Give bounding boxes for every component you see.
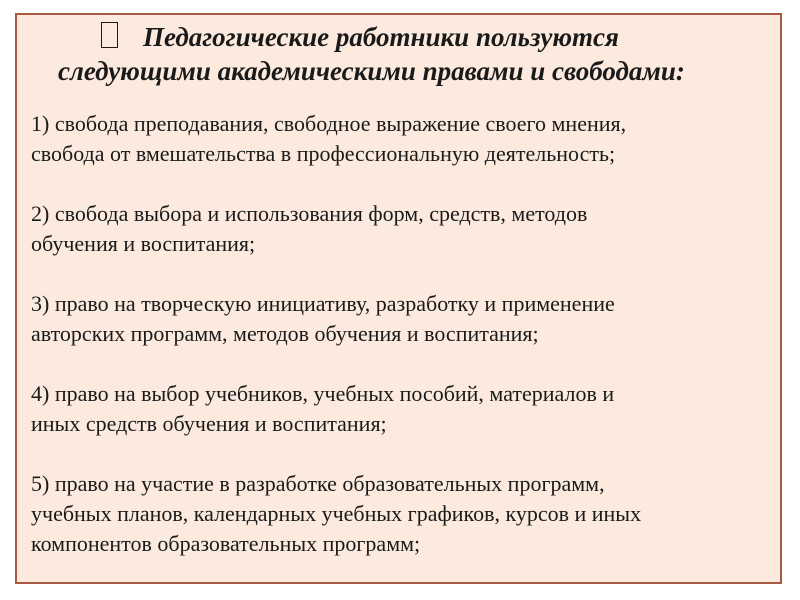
list-item-line: авторских программ, методов обучения и воспитания; [31,321,539,346]
list-item-line: 3) право на творческую инициативу, разработку и применение [31,291,615,316]
list-item-line: 1) свобода преподавания, свободное выражение своего мнения, [31,111,627,136]
list-item-line: 2) свобода выбора и использования форм, средств, методов [31,201,588,226]
list-item-line: компонентов образовательных программ; [31,531,421,556]
list-item-line: обучения и воспитания; [31,231,256,256]
list-item-line: 4) право на выбор учебников, учебных пособий, материалов и [31,381,615,406]
list-item [31,199,776,259]
list-item-line: иных средств обучения и воспитания; [31,411,387,436]
list-item-line: учебных планов, календарных учебных графиков, курсов и иных [31,501,642,526]
title-line-1: Педагогические работники пользуются [143,22,619,52]
list-item [31,109,776,169]
list-item [31,469,776,559]
list-item [31,379,776,439]
title-line-2: следующими академическими правами и свободами: [58,56,685,86]
list-item-line: 5) право на участие в разработке образовательных программ, [31,471,605,496]
rights-list [31,109,776,589]
list-item [31,289,776,349]
list-item-line: свобода от вмешательства в профессиональную деятельность; [31,141,616,166]
slide-title [58,20,783,88]
